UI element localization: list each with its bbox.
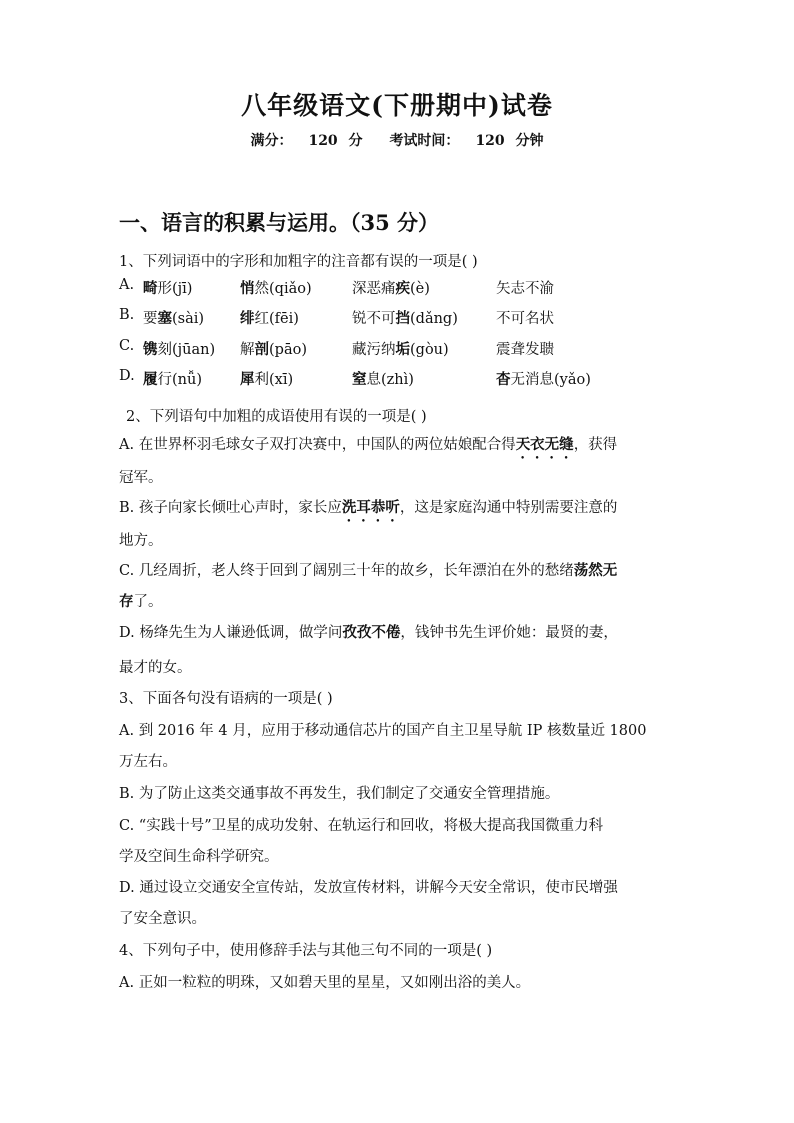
option-letter: D. xyxy=(119,368,135,384)
q3-option-d-cont: 了安全意识。 xyxy=(119,911,206,927)
word-item: 深恶痛疾(è) xyxy=(352,280,430,297)
q1-option-d xyxy=(119,368,719,390)
word-item: 窒息(zhì) xyxy=(352,371,414,388)
word-item: 不可名状 xyxy=(496,311,554,327)
q2-option-c: C. 几经周折，老人终于回到了阔别三十年的故乡，长年漂泊在外的愁绪荡然无 xyxy=(119,562,618,579)
word-item: 杳无消息(yǎo) xyxy=(496,371,591,388)
word-item: 履行(nǚ) xyxy=(143,371,202,388)
section-heading: 一、语言的积累与运用。（35 分） xyxy=(119,210,440,235)
bold-idiom: 孜孜不倦 xyxy=(342,624,401,641)
score-value: 120 分 xyxy=(308,133,363,149)
option-letter: B. xyxy=(119,307,135,323)
q2-option-d: D. 杨绛先生为人谦逊低调，做学问孜孜不倦，钱钟书先生评价她：最贤的妻， xyxy=(119,624,618,641)
word-item: 矢志不渝 xyxy=(496,281,554,297)
q2-option-b-cont: 地方。 xyxy=(119,533,163,549)
q3-option-a-cont: 万左右。 xyxy=(119,754,177,770)
bold-idiom: 洗耳恭听 xyxy=(341,499,400,516)
q1-option-c xyxy=(119,338,719,360)
word-item: 绯红(fēi) xyxy=(240,310,299,327)
option-letter: A. xyxy=(119,277,135,293)
q2-option-a: A. 在世界杯羽毛球女子双打决赛中，中国队的两位姑娘配合得天衣无缝，获得 xyxy=(119,436,618,453)
q3-option-c-cont: 学及空间生命科学研究。 xyxy=(119,849,279,865)
word-item: 要塞(sài) xyxy=(143,310,205,327)
q1-option-b xyxy=(119,307,719,329)
word-item: 畸形(jī) xyxy=(143,280,193,297)
option-letter: C. xyxy=(119,338,135,354)
q3-stem: 3、下面各句没有语病的一项是( ) xyxy=(119,691,333,707)
word-item: 悄然(qiǎo) xyxy=(240,280,312,297)
time-value: 120 分钟 xyxy=(475,133,544,149)
bold-idiom: 天衣无缝 xyxy=(515,436,574,453)
word-item: 锐不可挡(dǎng) xyxy=(352,310,458,327)
q2-option-c-cont: 存了。 xyxy=(119,593,163,610)
q2-option-d-cont: 最才的女。 xyxy=(119,660,192,676)
q3-option-d: D. 通过设立交通安全宣传站，发放宣传材料，讲解今天安全常识，使市民增强 xyxy=(119,880,618,896)
q3-option-a: A. 到 2016 年 4 月，应用于移动通信芯片的国产自主卫星导航 IP 核数量近 1800 xyxy=(119,723,647,739)
word-item: 犀利(xī) xyxy=(240,371,294,388)
q3-option-c: C. “实践十号”卫星的成功发射、在轨运行和回收，将极大提高我国微重力科 xyxy=(119,818,604,834)
q4-stem: 4、下列句子中，使用修辞手法与其他三句不同的一项是( ) xyxy=(119,943,493,959)
word-item: 震聋发聩 xyxy=(496,342,554,358)
word-item: 镌刻(jūan) xyxy=(143,341,216,358)
time-label: 考试时间： xyxy=(389,133,460,149)
q2-option-b: B. 孩子向家长倾吐心声时，家长应洗耳恭听，这是家庭沟通中特别需要注意的 xyxy=(119,499,618,516)
word-item: 藏污纳垢(gòu) xyxy=(352,341,449,358)
page-title: 八年级语文(下册期中)试卷 xyxy=(241,91,553,120)
exam-info xyxy=(0,130,794,150)
q1-stem: 1、下列词语中的字形和加粗字的注音都有误的一项是( ) xyxy=(119,254,478,270)
q3-option-b: B. 为了防止这类交通事故不再发生，我们制定了交通安全管理措施。 xyxy=(119,786,560,802)
bold-idiom: 荡然无 xyxy=(573,562,618,579)
q2-option-a-cont: 冠军。 xyxy=(119,470,163,486)
q4-option-a: A. 正如一粒粒的明珠，又如碧天里的星星，又如刚出浴的美人。 xyxy=(119,975,531,991)
q2-stem: 2、下列语句中加粗的成语使用有误的一项是( ) xyxy=(126,409,427,425)
q1-option-a xyxy=(119,277,719,299)
word-item: 解剖(pāo) xyxy=(240,341,307,358)
score-label: 满分： xyxy=(250,133,293,149)
